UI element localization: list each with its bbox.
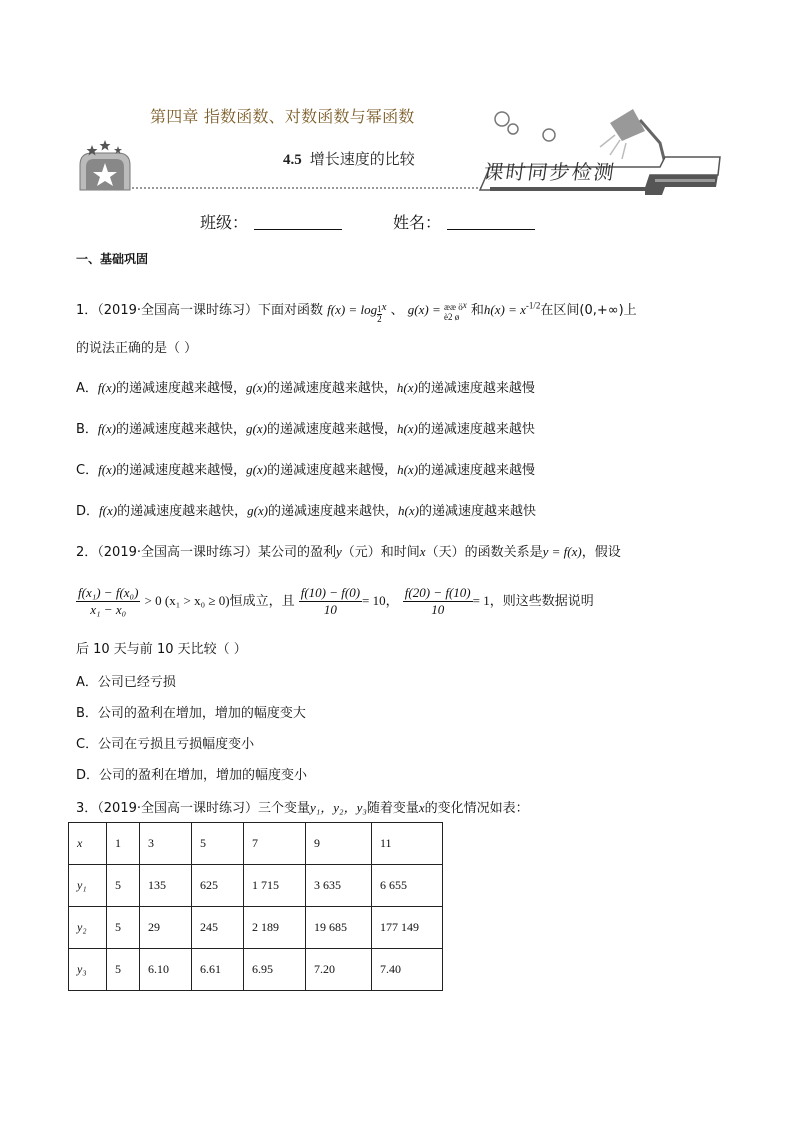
q3-stem: 3．（2019·全国高一课时练习）三个变量y₁，y₂，y₃随着变量x的变化情况如表：	[76, 800, 529, 816]
table-cell: 11	[372, 823, 443, 865]
name-label: 姓名：	[393, 213, 442, 232]
table-cell: 3	[140, 823, 192, 865]
table-row	[69, 823, 443, 865]
q1-interval: 在区间(0,+∞)上	[540, 303, 637, 318]
section-heading: 一、基础巩固	[76, 252, 149, 266]
name-field	[393, 210, 535, 233]
q2-frac1: $\frac{\text{f(x₁) − f(x₀)}}{\text{x₁ − x₀}}$	[78, 585, 139, 617]
chapter-title: 第四章 指数函数、对数函数与幂函数	[150, 107, 415, 126]
lesson-title	[283, 148, 415, 169]
class-field	[200, 210, 342, 233]
table-row	[69, 949, 443, 991]
table-cell: 6 655	[372, 865, 443, 907]
table-cell: 7.40	[372, 949, 443, 991]
table-cell: 7	[244, 823, 306, 865]
q3-table	[68, 822, 443, 991]
q1-option-c[interactable]: C．f(x)的递减速度越来越慢，g(x)的递减速度越来越慢，h(x)的递减速度越来越慢	[76, 462, 536, 478]
q2-frac3: $\frac{f(20) - f(10)}{10}$	[404, 585, 471, 617]
table-row	[69, 865, 443, 907]
table-cell: 135	[140, 865, 192, 907]
table-cell: 5	[107, 865, 140, 907]
table-cell: 625	[192, 865, 244, 907]
table-cell: 9	[306, 823, 372, 865]
table-cell: 7.20	[306, 949, 372, 991]
table-cell: 29	[140, 907, 192, 949]
class-blank[interactable]	[254, 215, 342, 230]
q1-h-def: h(x) = x	[483, 302, 526, 317]
q2-option-c[interactable]: C．公司在亏损且亏损幅度变小	[76, 737, 255, 752]
table-row	[69, 907, 443, 949]
q2-option-d[interactable]: D．公司的盈利在增加，增加的幅度变小	[76, 768, 308, 783]
q1-f-arg: x	[381, 301, 387, 313]
lesson-number: 4.5	[283, 152, 302, 168]
table-cell: 2 189	[244, 907, 306, 949]
q2-stem-line3: 后 10 天与前 10 天比较（ ）	[76, 642, 247, 657]
name-blank[interactable]	[447, 215, 535, 230]
table-row-header: y₁	[69, 865, 107, 907]
table-cell: 6.10	[140, 949, 192, 991]
q1-f-base-num: 1	[377, 304, 382, 314]
stamp-label: 课时同步检测	[482, 160, 618, 184]
table-cell: 6.95	[244, 949, 306, 991]
table-cell: 1 715	[244, 865, 306, 907]
q1-f-def: f(x) = log	[327, 302, 378, 317]
q2-frac2: $\frac{f(10) - f(0)}{10}$	[300, 585, 361, 617]
q2-condition: $\frac{\text{f(x₁) − f(x₀)}}{\text{x₁ − x₀}}$ > 0 (x₁ > x₀ ≥ 0)恒成立，且 $\frac{f(10) - f(0)}{10}$ = 10， $\frac{f(20) - f(10)}{10}$ = 1，则这些数据说明	[78, 585, 594, 617]
q1-h-exp: -1/2	[525, 300, 541, 311]
q2-stem: 2．（2019·全国高一课时练习）某公司的盈利y（元）和时间x（天）的函数关系是y = f(x)，假设	[76, 544, 621, 560]
q1-option-a[interactable]: A．f(x)的递减速度越来越慢，g(x)的递减速度越来越快，h(x)的递减速度越来越慢	[76, 380, 535, 396]
q1-stem	[76, 296, 637, 324]
star-badge-icon	[80, 140, 130, 190]
table-cell: 5	[192, 823, 244, 865]
table-cell: 3 635	[306, 865, 372, 907]
table-cell: 245	[192, 907, 244, 949]
q1-g-exp: x	[462, 300, 467, 310]
bubbles-icon	[495, 112, 555, 141]
table-cell: 177 149	[372, 907, 443, 949]
q1-g-def: g(x) =	[407, 302, 444, 317]
q1-f-base-den: 2	[377, 314, 382, 324]
q1-g-base: è2 ø	[443, 312, 460, 322]
q2-option-b[interactable]: B．公司的盈利在增加，增加的幅度变大	[76, 706, 306, 721]
table-cell: 19 685	[306, 907, 372, 949]
q1-stem-line2: 的说法正确的是（ ）	[76, 341, 198, 356]
table-row-header: x	[69, 823, 107, 865]
class-label: 班级：	[200, 213, 249, 232]
table-cell: 1	[107, 823, 140, 865]
table-cell: 5	[107, 907, 140, 949]
lesson-name: 增长速度的比较	[309, 150, 415, 168]
q1-sep: 、	[390, 303, 404, 318]
q1-prefix: 1．（2019·全国高一课时练习）下面对函数	[76, 303, 323, 318]
q1-and: 和	[470, 303, 484, 318]
q1-g-marks: ææ ö	[443, 302, 463, 312]
table-cell: 6.61	[192, 949, 244, 991]
q2-option-a[interactable]: A．公司已经亏损	[76, 675, 176, 690]
q1-option-d[interactable]: D．f(x)的递减速度越来越快，g(x)的递减速度越来越快，h(x)的递减速度越来越快	[76, 503, 536, 519]
q1-option-b[interactable]: B．f(x)的递减速度越来越快，g(x)的递减速度越来越慢，h(x)的递减速度越来越快	[76, 421, 535, 437]
table-row-header: y₃	[69, 949, 107, 991]
table-row-header: y₂	[69, 907, 107, 949]
table-cell: 5	[107, 949, 140, 991]
